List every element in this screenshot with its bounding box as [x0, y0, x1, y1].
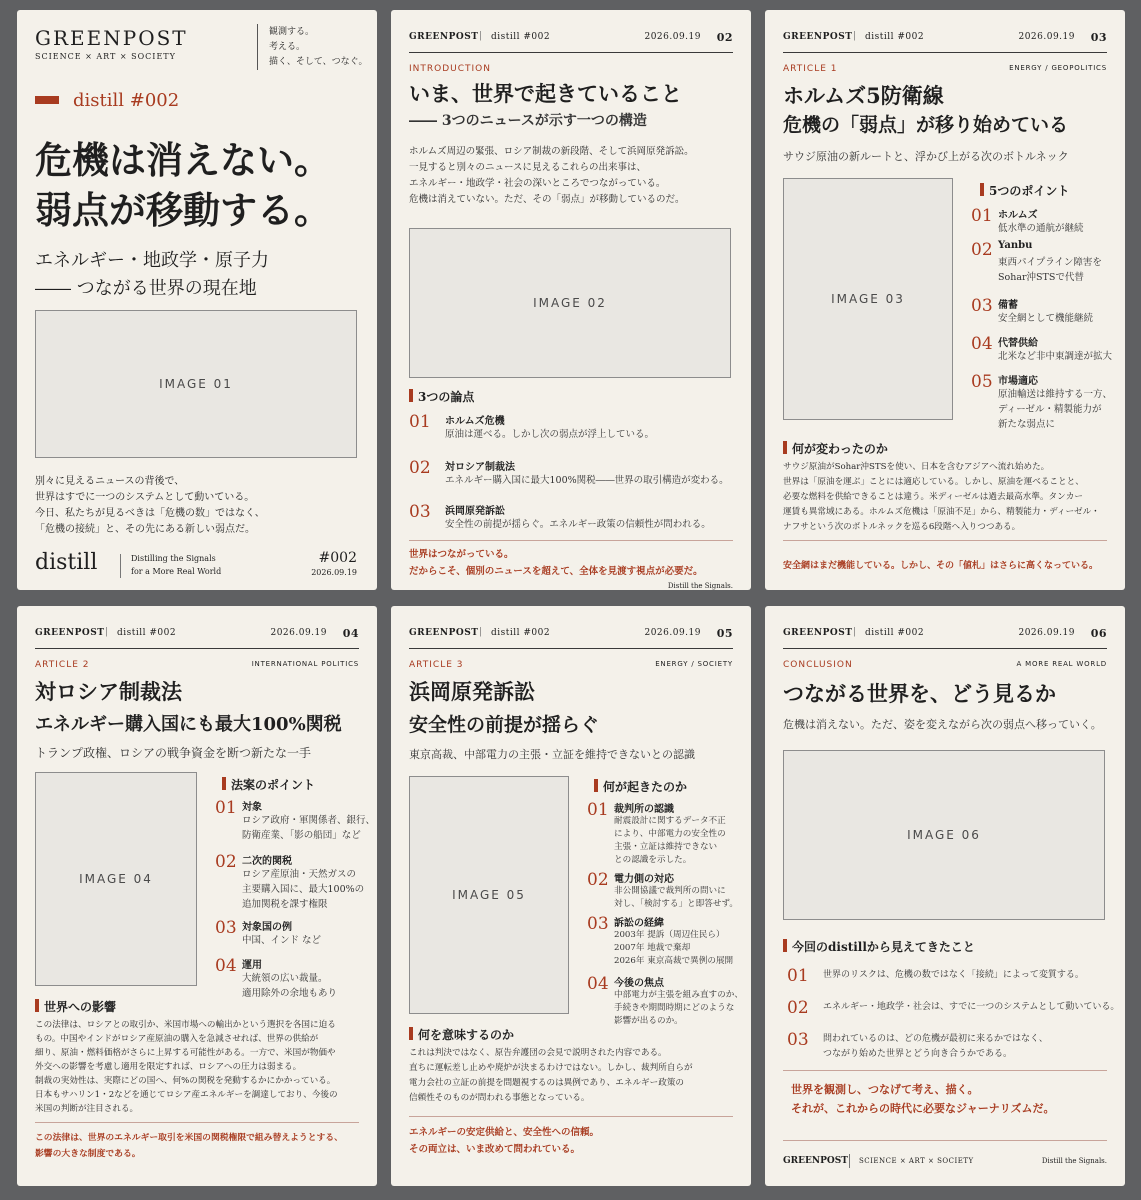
- point-number: 01: [215, 798, 237, 818]
- point-number: 02: [215, 852, 237, 872]
- page-header: [409, 32, 733, 48]
- point-number: 03: [971, 296, 993, 316]
- page-title: つながる世界を、どう見るか: [783, 681, 1056, 706]
- cover-body-3: 今日、私たちが見るべきは「危機の数」ではなく、: [35, 508, 265, 519]
- footer-divider: [849, 1154, 850, 1168]
- point-heading: 対象国の例: [242, 922, 292, 933]
- page-number: 04: [342, 627, 359, 640]
- signoff: Distill the Signals.: [667, 582, 733, 590]
- signoff: Distill the Signals.: [1041, 1157, 1107, 1165]
- cover-brand: GREENPOST: [35, 26, 188, 50]
- kicker: INTRODUCTION: [409, 64, 491, 74]
- cover-footer-logo: distill: [35, 550, 98, 575]
- header-separator: |: [479, 31, 483, 41]
- point-heading: 運用: [242, 960, 262, 971]
- page-title-line-2: 安全性の前提が揺らぐ: [409, 714, 600, 736]
- header-issue: distill #002: [865, 628, 925, 638]
- point-heading: 二次的関税: [242, 856, 292, 867]
- header-issue: distill #002: [491, 32, 551, 42]
- cover-footer-tag-1: Distilling the Signals: [131, 554, 216, 563]
- point-heading: 備蓄: [998, 300, 1018, 311]
- image-placeholder: IMAGE 04: [35, 772, 197, 986]
- point-description: 安全網として機能継続: [998, 313, 1094, 324]
- cover-headline-1: 危機は消えない。: [35, 138, 331, 182]
- closing-rule: [35, 1122, 359, 1123]
- category-label: ENERGY / GEOPOLITICS: [1009, 64, 1107, 72]
- page-subtitle: 東京高裁、中部電力の主張・立証を維持できないとの認識: [409, 748, 695, 761]
- cover-body-1: 別々に見えるニュースの背後で、: [35, 476, 185, 487]
- kicker: ARTICLE 2: [35, 660, 90, 670]
- cover-headline-2: 弱点が移動する。: [35, 188, 331, 232]
- point-number: 01: [971, 206, 993, 226]
- point-heading: ホルムズ: [998, 210, 1038, 221]
- page-title-line-1: 浜岡原発訴訟: [409, 679, 535, 704]
- page-06: [765, 606, 1125, 1186]
- closing-rule: [409, 540, 733, 541]
- closing-statement: この法律は、世界のエネルギー取引を米国の関税権限で組み替えようとする、 影響の大きな制度である。: [35, 1133, 343, 1159]
- point-number: 03: [587, 914, 609, 934]
- point-heading: 市場適応: [998, 376, 1038, 387]
- cover-page: [17, 10, 377, 590]
- page-02: [391, 10, 751, 590]
- page-subtitle: ―― 3つのニュースが示す一つの構造: [409, 113, 647, 129]
- header-date: 2026.09.19: [644, 32, 701, 42]
- closing-statement: 安全網はまだ機能している。しかし、その「値札」はさらに高くなっている。: [783, 561, 1099, 571]
- image-placeholder: IMAGE 03: [783, 178, 953, 420]
- article-body: これは判決ではなく、原告弁護団の会見で説明された内容である。 直ちに運転差し止めや廃炉が決まるわけではない。しかし、裁判所自らが 電力会社の立証の前提を問題視するのは異例であり、エネルギー政策の 信頼性そのものが問われる事態となっている。: [409, 1048, 693, 1103]
- cover-body-4: 「危機の接続」と、その先にある新しい弱点だ。: [35, 524, 255, 535]
- cover-subhead-2: ―― つながる世界の現在地: [35, 278, 257, 299]
- header-rule: [409, 52, 733, 53]
- image-placeholder: IMAGE 02: [409, 228, 731, 378]
- header-date: 2026.09.19: [1018, 32, 1075, 42]
- point-description: 大統領の広い裁量。 適用除外の余地もあり: [242, 973, 338, 999]
- header-separator: |: [105, 627, 109, 637]
- point-description: 北米など非中東調達が拡大: [998, 351, 1113, 362]
- page-subtitle: サウジ原油の新ルートと、浮かび上がる次のボトルネック: [783, 150, 1069, 163]
- point-heading: 対象: [242, 802, 262, 813]
- page-title-line-1: 対ロシア制裁法: [35, 679, 182, 704]
- point-description: 原油輸送は維持する一方、 ディーゼル・精製能力が 新たな弱点に: [998, 389, 1113, 430]
- page-05: [391, 606, 751, 1186]
- intro-body: ホルムズ周辺の緊張、ロシア制裁の新段階、そして浜岡原発訴訟。 一見すると別々のニュースに見えるこれらの出来事は、 エネルギー・地政学・社会の深いところでつながっている。 危機は消えていない。ただ、その「弱点」が移動しているのだ。: [409, 146, 694, 205]
- cover-image-placeholder: IMAGE 01: [35, 310, 357, 458]
- point-number: 02: [587, 870, 609, 890]
- section-heading: 法案のポイント: [231, 778, 316, 792]
- point-description: 耐震設計に関するデータ不正 により、中部電力の安全性の 主張・立証は維持できない との認識を示した。: [614, 816, 726, 865]
- point-number: 04: [215, 956, 237, 976]
- header-rule: [783, 648, 1107, 649]
- point-number: 04: [587, 974, 609, 994]
- header-separator: |: [853, 627, 857, 637]
- header-separator: |: [853, 31, 857, 41]
- point-number: 04: [971, 334, 993, 354]
- footer-brand: GREENPOST: [783, 1156, 848, 1166]
- category-label: A MORE REAL WORLD: [1016, 660, 1107, 668]
- header-rule: [783, 52, 1107, 53]
- point-description: 問われているのは、どの危機が最初に来るかではなく、 つながり始めた世界とどう向き合うかである。: [823, 1034, 1048, 1059]
- cover-footer-tag-2: for a More Real World: [131, 567, 222, 576]
- closing-rule-bottom: [783, 1140, 1107, 1141]
- header-separator: |: [479, 627, 483, 637]
- point-description: 2003年 提訴（周辺住民ら） 2007年 地裁で棄却 2026年 東京高裁で異例の展開: [614, 930, 734, 966]
- section-heading: 3つの論点: [418, 390, 475, 404]
- page-title-line-1: ホルムズ5防衛線: [783, 83, 944, 108]
- point-heading: 代替供給: [998, 338, 1038, 349]
- page-number: 06: [1090, 627, 1107, 640]
- point-heading: 浜岡原発訴訟: [445, 506, 505, 517]
- page-header: [35, 628, 359, 644]
- kicker: CONCLUSION: [783, 660, 853, 670]
- cover-motto-divider: [257, 24, 258, 70]
- point-description: エネルギー購入国に最大100%関税――世界の取引構造が変わる。: [445, 475, 729, 486]
- point-number: 03: [409, 502, 431, 522]
- point-description: 中国、インド など: [242, 935, 322, 946]
- kicker: ARTICLE 1: [783, 64, 838, 74]
- cover-tagline: SCIENCE × ART × SOCIETY: [35, 52, 176, 61]
- header-brand: GREENPOST: [783, 628, 853, 638]
- page-03: [765, 10, 1125, 590]
- point-heading: 訴訟の経緯: [614, 918, 664, 929]
- closing-rule: [409, 1116, 733, 1117]
- header-brand: GREENPOST: [35, 628, 105, 638]
- page-number: 05: [716, 627, 733, 640]
- page-header: [409, 628, 733, 644]
- section-heading: 5つのポイント: [989, 184, 1070, 198]
- point-number: 02: [971, 240, 993, 260]
- point-number: 01: [787, 966, 809, 986]
- page-title-line-2: エネルギー購入国にも最大100%関税: [35, 714, 342, 735]
- cover-body-2: 世界はすでに一つのシステムとして動いている。: [35, 492, 255, 503]
- point-heading: 電力側の対応: [614, 874, 674, 885]
- page-title-line-2: 危機の「弱点」が移り始めている: [783, 114, 1069, 136]
- section-heading-2: 何が変わったのか: [792, 442, 888, 456]
- cover-motto-1: 観測する。: [269, 27, 315, 37]
- closing-statement: 世界はつながっている。 だからこそ、個別のニュースを超えて、全体を見渡す視点が必要だ。: [409, 549, 703, 577]
- point-description: 低水準の通航が継続: [998, 223, 1084, 234]
- point-description: エネルギー・地政学・社会は、すでに一つのシステムとして動いている。: [823, 1002, 1120, 1012]
- cover-footer-date: 2026.09.19: [311, 568, 357, 577]
- point-number: 03: [787, 1030, 809, 1050]
- cover-footer-divider: [120, 554, 121, 578]
- closing-rule-top: [783, 1070, 1107, 1071]
- category-label: ENERGY / SOCIETY: [655, 660, 733, 668]
- point-description: 安全性の前提が揺らぐ。エネルギー政策の信頼性が問われる。: [445, 519, 711, 530]
- point-description: 世界のリスクは、危機の数ではなく「接続」によって変質する。: [823, 970, 1084, 980]
- header-rule: [409, 648, 733, 649]
- cover-motto-3: 描く、そして、つなぐ。: [269, 57, 368, 67]
- section-heading-2: 世界への影響: [44, 1000, 117, 1014]
- header-date: 2026.09.19: [644, 628, 701, 638]
- article-body: この法律は、ロシアとの取引か、米国市場への輸出かという選択を各国に迫る もの。中国やインドがロシア産原油の購入を急減させれば、世界の供給が 細り、原油・燃料価格がさらに上昇する可能性がある。一方で、米国が物価や 外交への影響を考慮し適用を限定すれば、ロシアへの圧力は弱まる。 制裁の実効性は、実際にどの国へ、何%の関税を発動するかにかかっている。 日本もサハリン1・2などを通じてロシア産エネルギーを調達しており、今後の 米国の判断が注目される。: [35, 1020, 338, 1114]
- header-issue: distill #002: [865, 32, 925, 42]
- section-heading: 今回のdistillから見えてきたこと: [792, 940, 975, 954]
- image-placeholder: IMAGE 06: [783, 750, 1105, 920]
- header-date: 2026.09.19: [1018, 628, 1075, 638]
- page-header: [783, 628, 1107, 644]
- page-title: いま、世界で起きていること: [409, 81, 682, 106]
- point-heading: ホルムズ危機: [445, 416, 505, 427]
- cover-issue: distill #002: [73, 90, 180, 111]
- category-label: INTERNATIONAL POLITICS: [251, 660, 359, 668]
- header-brand: GREENPOST: [409, 32, 479, 42]
- article-body: サウジ原油がSohar沖STSを使い、日本を含むアジアへ流れ始めた。 世界は「原油を運ぶ」ことには適応している。しかし、原油を運べることと、 必要な燃料を供給できることは違う。米ディーゼルは過去最高水準。タンカー 運賃も異常域にある。ホルムズ危機は「原油不足」から、精製能力・ディーゼル・ ナフサという次のボトルネックを巡る6段階へ入りつつある。: [783, 462, 1100, 532]
- cover-issue-bar: [35, 96, 59, 104]
- point-description: 原油は運べる。しかし次の弱点が浮上している。: [445, 429, 655, 440]
- point-description: ロシア政府・軍関係者、銀行、 防衛産業、「影の船団」など: [242, 815, 376, 841]
- header-date: 2026.09.19: [270, 628, 327, 638]
- section-heading: 何が起きたのか: [603, 780, 688, 794]
- header-brand: GREENPOST: [409, 628, 479, 638]
- page-subtitle: 危機は消えない。ただ、姿を変えながら次の弱点へ移っていく。: [783, 718, 1102, 731]
- page-number: 02: [716, 31, 733, 44]
- header-issue: distill #002: [491, 628, 551, 638]
- closing-statement: エネルギーの安定供給と、安全性への信頼。 その両立は、いま改めて問われている。: [409, 1127, 600, 1155]
- page-number: 03: [1090, 31, 1107, 44]
- page-header: [783, 32, 1107, 48]
- point-heading: Yanbu: [998, 240, 1033, 251]
- point-description: ロシア産原油・天然ガスの 主要購入国に、最大100%の 追加関税を課す権限: [242, 869, 365, 910]
- point-description: 非公開協議で裁判所の問いに 対し、「検討する」と即答せず。: [614, 886, 738, 909]
- point-heading: 対ロシア制裁法: [445, 462, 515, 473]
- point-number: 02: [787, 998, 809, 1018]
- point-number: 02: [409, 458, 431, 478]
- page-04: [17, 606, 377, 1186]
- header-brand: GREENPOST: [783, 32, 853, 42]
- point-description: 中部電力が主張を組み直すのか、 手続きや期間時期にどのような 影響が出るのか。: [614, 990, 743, 1026]
- point-number: 01: [587, 800, 609, 820]
- header-issue: distill #002: [117, 628, 177, 638]
- point-description: 東西パイプライン障害を Sohar沖STSで代替: [998, 257, 1102, 283]
- point-heading: 今後の焦点: [614, 978, 664, 989]
- closing-statement: 世界を観測し、つなげて考え、描く。 それが、これからの時代に必要なジャーナリズムだ。: [791, 1083, 1055, 1115]
- point-number: 05: [971, 372, 993, 392]
- footer-tagline: SCIENCE × ART × SOCIETY: [859, 1157, 974, 1165]
- point-number: 01: [409, 412, 431, 432]
- header-rule: [35, 648, 359, 649]
- cover-motto-2: 考える。: [269, 42, 306, 52]
- cover-footer-num: #002: [318, 550, 357, 566]
- point-number: 03: [215, 918, 237, 938]
- point-heading: 裁判所の認識: [614, 804, 674, 815]
- section-heading-2: 何を意味するのか: [418, 1028, 515, 1042]
- page-subtitle: トランプ政権、ロシアの戦争資金を断つ新たな一手: [35, 746, 312, 760]
- cover-subhead-1: エネルギー・地政学・原子力: [35, 250, 269, 271]
- kicker: ARTICLE 3: [409, 660, 464, 670]
- image-placeholder: IMAGE 05: [409, 776, 569, 1014]
- closing-rule: [783, 540, 1107, 541]
